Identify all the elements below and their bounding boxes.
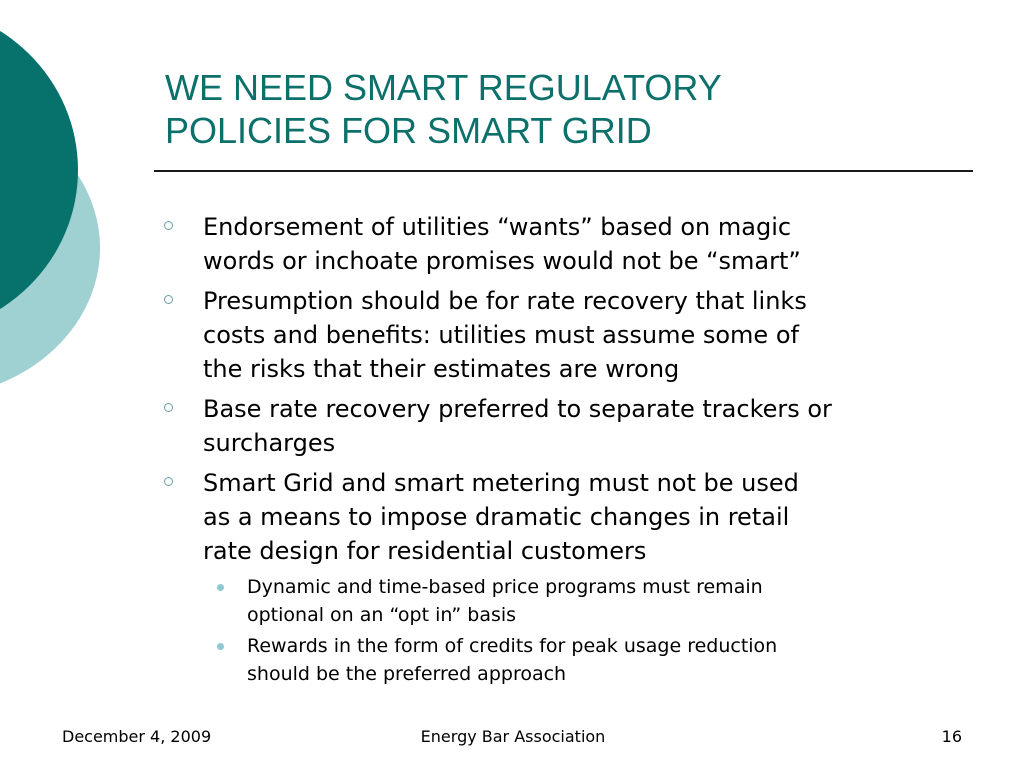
bullet-line: Presumption should be for rate recovery that links — [203, 287, 807, 315]
sub-bullet-text — [247, 574, 974, 629]
bullet-line: costs and benefits: utilities must assume some of — [203, 321, 799, 349]
bullet-line: as a means to impose dramatic changes in retail — [203, 503, 790, 531]
slide-title-line: WE NEED SMART REGULATORY — [165, 67, 722, 108]
sub-bullet-line: optional on an “opt in” basis — [247, 603, 517, 626]
bullet-text — [203, 392, 974, 460]
sub-bullet-item — [164, 633, 974, 688]
footer-organization: Energy Bar Association — [420, 727, 606, 746]
filled-dot-bullet-icon — [217, 584, 224, 591]
hollow-circle-bullet-icon — [164, 295, 173, 304]
footer-date: December 4, 2009 — [62, 727, 212, 746]
bullet-text — [203, 284, 974, 386]
sub-bullet-line: Rewards in the form of credits for peak usage reduction — [247, 635, 778, 657]
bullet-line: Endorsement of utilities “wants” based on magic — [203, 213, 792, 241]
title-divider — [154, 170, 973, 172]
slide-title — [165, 66, 985, 152]
sub-bullet-item — [164, 574, 974, 629]
bullet-text — [203, 466, 974, 568]
bullet-line: Smart Grid and smart metering must not be used — [203, 469, 799, 497]
bullet-item — [164, 392, 974, 460]
bullet-line: rate design for residential customers — [203, 537, 647, 565]
sub-bullet-line: Dynamic and time-based price programs must remain — [247, 576, 763, 598]
bullet-line: words or inchoate promises would not be “smart” — [203, 247, 801, 275]
slide-body — [164, 210, 974, 692]
bullet-item — [164, 210, 974, 278]
hollow-circle-bullet-icon — [164, 477, 173, 486]
sub-bullet-text — [247, 633, 974, 688]
sub-bullet-line: should be the preferred approach — [247, 662, 567, 685]
slide-title-line: POLICIES FOR SMART GRID — [165, 110, 652, 151]
bullet-line: surcharges — [203, 429, 336, 457]
bullet-line: Base rate recovery preferred to separate trackers or — [203, 395, 832, 423]
slide-number: 16 — [941, 727, 962, 746]
bullet-text — [203, 210, 974, 278]
filled-dot-bullet-icon — [217, 643, 224, 650]
bullet-item — [164, 284, 974, 386]
bullet-item — [164, 466, 974, 568]
hollow-circle-bullet-icon — [164, 403, 173, 412]
hollow-circle-bullet-icon — [164, 221, 173, 230]
bullet-line: the risks that their estimates are wrong — [203, 355, 680, 383]
